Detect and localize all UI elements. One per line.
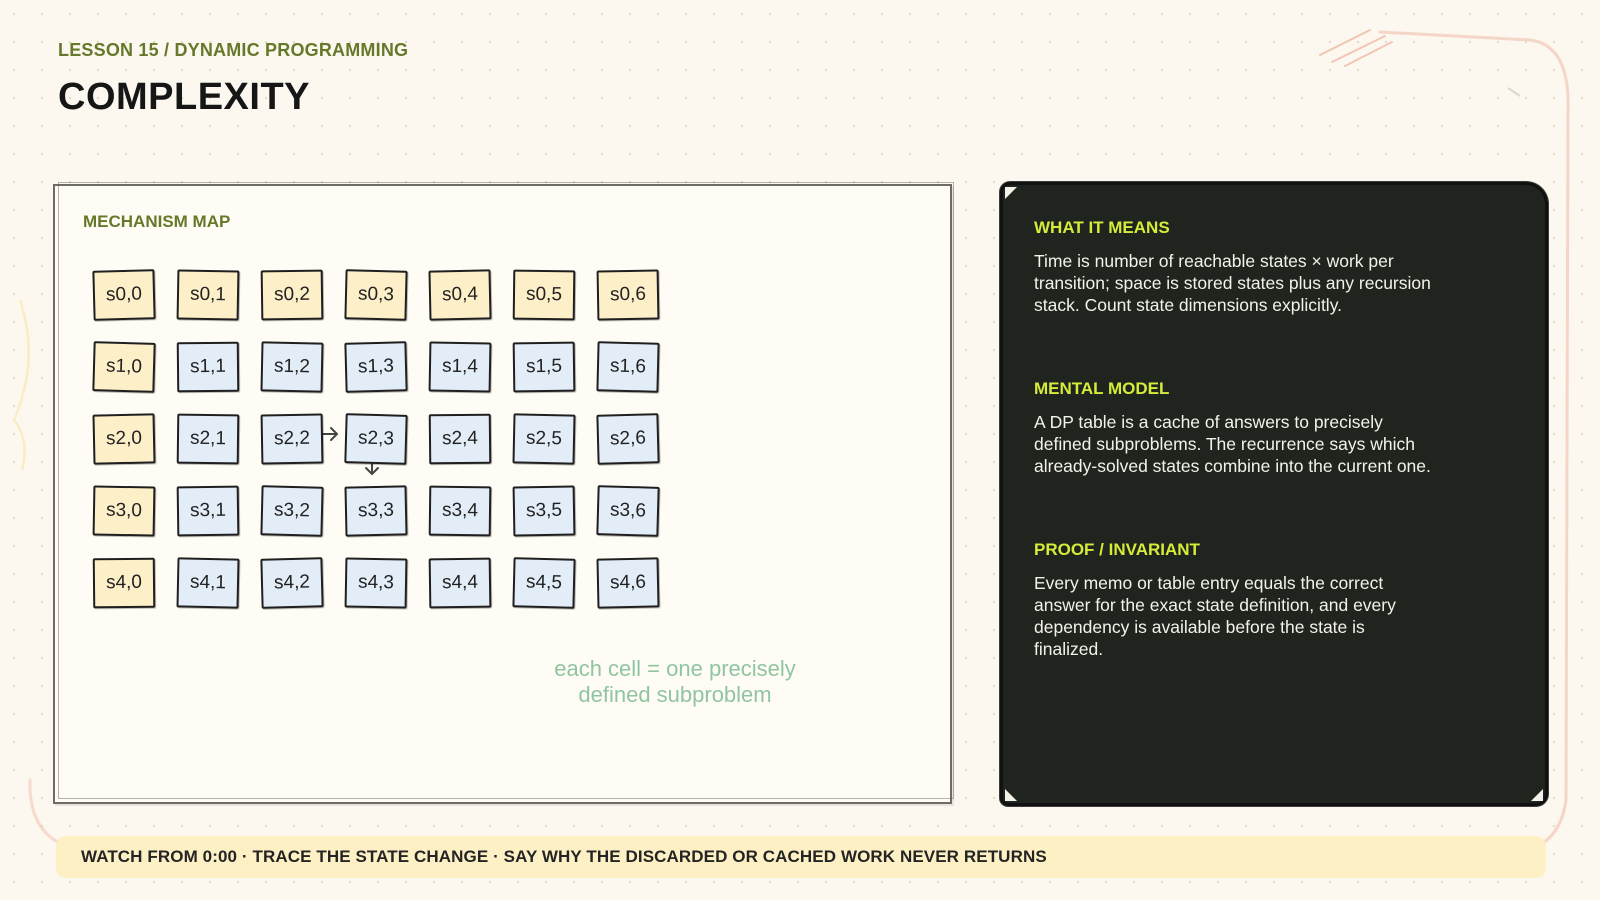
section-mental-model bbox=[1034, 379, 1434, 477]
lesson-kicker: LESSON 15 / DYNAMIC PROGRAMMING bbox=[58, 40, 409, 60]
section-heading: WHAT IT MEANS bbox=[1034, 218, 1170, 237]
state-cell: s1,4 bbox=[429, 341, 492, 392]
state-cell: s1,3 bbox=[344, 341, 407, 393]
state-cell: s0,1 bbox=[177, 269, 240, 320]
mechanism-map-panel bbox=[53, 184, 952, 804]
instruction-footer-bar bbox=[56, 836, 1546, 878]
instruction-text: WATCH FROM 0:00 · TRACE THE STATE CHANGE · SAY WHY THE DISCARDED OR CACHED WORK NEVER RETURNS bbox=[81, 847, 1047, 866]
state-cell: s1,2 bbox=[260, 341, 323, 392]
section-body: Every memo or table entry equals the correct answer for the exact state definition, and every dependency is available before the state is finalized. bbox=[1034, 573, 1396, 659]
state-cell: s3,1 bbox=[177, 486, 240, 537]
state-cell: s2,0 bbox=[92, 413, 155, 464]
state-cell: s2,5 bbox=[512, 413, 575, 464]
state-cell: s1,6 bbox=[596, 341, 659, 392]
state-grid bbox=[93, 270, 693, 620]
state-cell: s4,6 bbox=[596, 557, 659, 608]
state-cell: s0,6 bbox=[597, 269, 660, 320]
map-annotation-note: each cell = one precisely defined subproblem bbox=[554, 656, 796, 707]
state-cell: s2,6 bbox=[596, 413, 659, 465]
explanation-panel bbox=[1000, 182, 1548, 806]
section-what-it-means bbox=[1034, 218, 1434, 316]
state-cell: s0,5 bbox=[513, 270, 576, 321]
state-cell: s0,3 bbox=[344, 269, 407, 320]
panel-corner-mark bbox=[1531, 789, 1543, 801]
state-cell: s3,6 bbox=[596, 485, 659, 537]
state-cell: s0,2 bbox=[261, 270, 324, 321]
panel-corner-mark bbox=[1005, 789, 1017, 801]
section-body: Time is number of reachable states × work per transition; space is stored states plus any recursion stack. Count state dimensions explicitly. bbox=[1034, 251, 1431, 315]
state-cell: s4,1 bbox=[176, 557, 239, 608]
section-heading: MENTAL MODEL bbox=[1034, 379, 1170, 398]
state-cell: s1,5 bbox=[513, 342, 576, 393]
state-cell: s2,3 bbox=[344, 413, 407, 465]
section-heading: PROOF / INVARIANT bbox=[1034, 540, 1200, 559]
state-cell: s4,5 bbox=[512, 557, 575, 608]
section-body: A DP table is a cache of answers to precisely defined subproblems. The recurrence says which already-solved states combine into the current one. bbox=[1034, 412, 1431, 476]
state-cell: s3,0 bbox=[93, 485, 156, 536]
state-cell: s1,1 bbox=[177, 342, 240, 393]
state-cell: s0,4 bbox=[428, 269, 491, 320]
mechanism-map-label: MECHANISM MAP bbox=[83, 212, 231, 231]
state-cell: s3,5 bbox=[513, 485, 576, 536]
state-cell: s2,2 bbox=[261, 413, 324, 464]
section-proof-invariant bbox=[1034, 540, 1434, 660]
state-cell: s3,3 bbox=[344, 485, 407, 536]
state-cell: s4,2 bbox=[260, 557, 323, 609]
panel-corner-mark bbox=[1005, 187, 1017, 199]
state-cell: s2,4 bbox=[429, 414, 492, 465]
state-cell: s0,0 bbox=[92, 269, 155, 321]
state-cell: s2,1 bbox=[177, 414, 240, 465]
state-cell: s3,2 bbox=[260, 485, 323, 536]
state-cell: s4,3 bbox=[345, 557, 408, 608]
state-cell: s3,4 bbox=[429, 486, 492, 537]
arrow-right-icon bbox=[323, 428, 337, 440]
page-title: COMPLEXITY bbox=[58, 76, 311, 118]
state-cell: s4,4 bbox=[429, 558, 492, 609]
state-cell: s4,0 bbox=[93, 558, 156, 609]
state-cell: s1,0 bbox=[92, 341, 155, 393]
